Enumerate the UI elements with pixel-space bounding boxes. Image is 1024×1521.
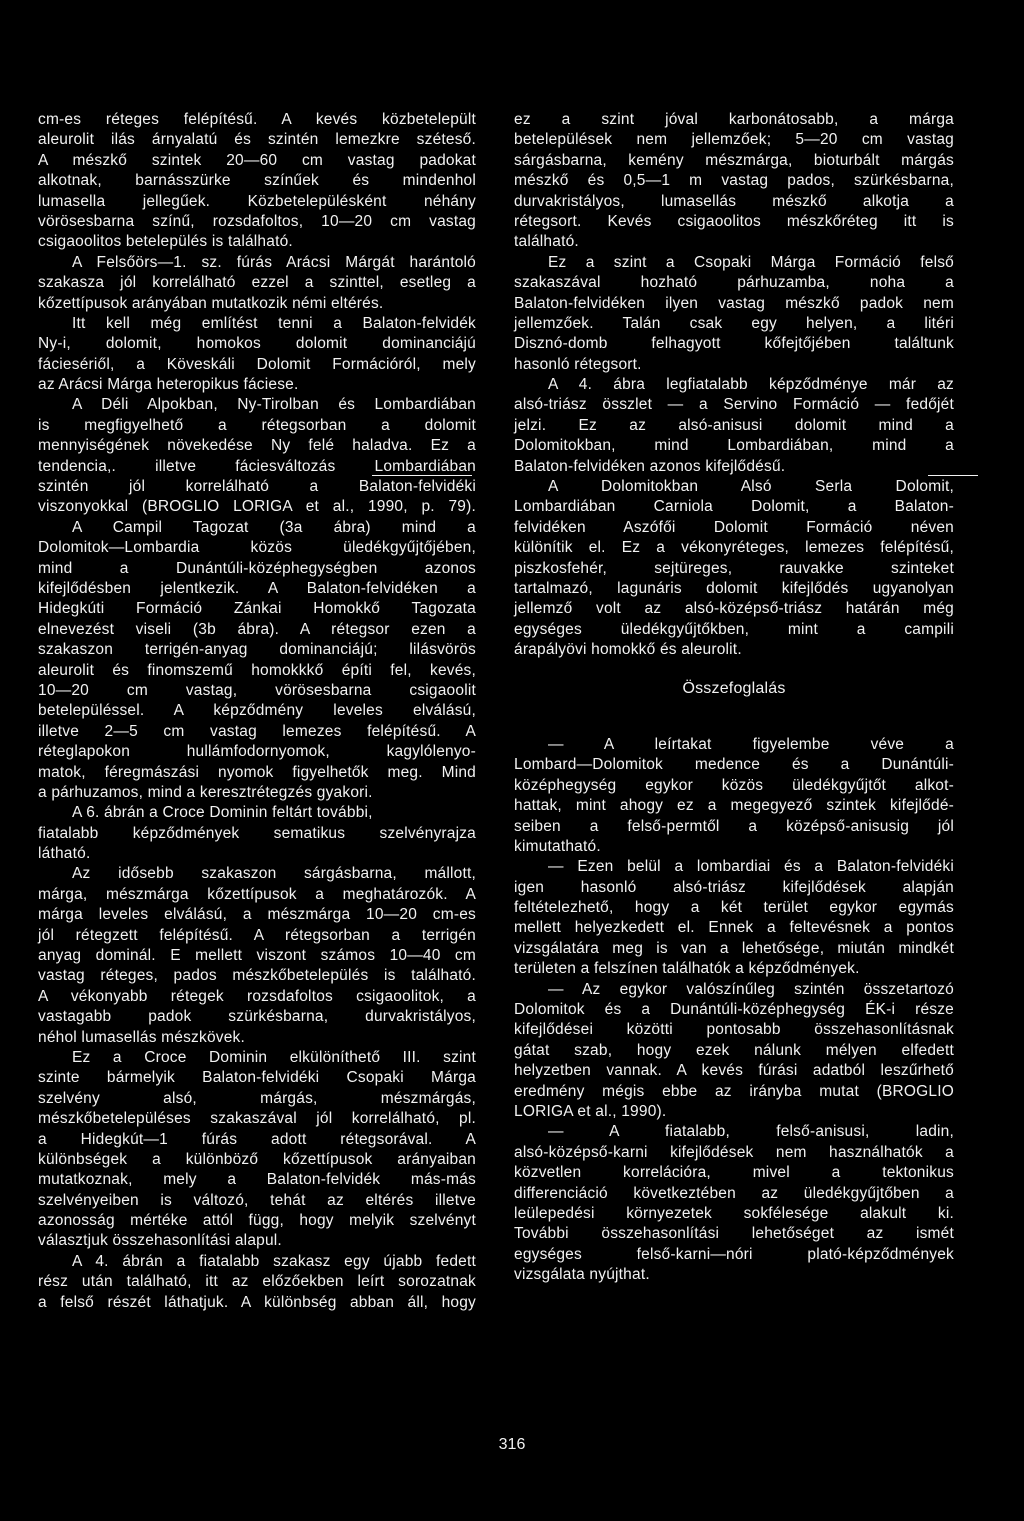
underline-rule — [928, 475, 978, 476]
text-line: felvidéken Aszófői Dolomit Formáció néven — [514, 518, 954, 536]
text-line: Dolomitok—Lombardia közös üledékgyűjtőjében, — [38, 539, 476, 557]
text-line: jellemző volt az alsó-középső-triász határán még — [514, 600, 954, 618]
text-line: Balaton-felvidéken azonos kifejlődésű. — [514, 457, 786, 475]
text-line: egységes üledékgyűjtőkben, mint a campili — [514, 620, 954, 638]
text-line: anyag dominál. E mellett viszont számos 10—40 cm — [38, 947, 476, 965]
text-line: Az idősebb szakaszon sárgásbarna, mállott, — [72, 865, 476, 883]
text-line: Lombardiában Carniola Dolomit, a Balaton- — [514, 498, 954, 516]
text-line: is megfigyelhető a rétegsorban a dolomit — [38, 416, 476, 434]
text-line: — Ezen belül a lombardiai és a Balaton-felvidéki — [548, 858, 954, 876]
text-line: kimutatható. — [514, 837, 601, 855]
text-line: hattak, mint ahogy ez a megegyező szintek kifejlődé- — [514, 797, 954, 815]
text-line: fiatalabb képződmények sematikus szelvényrajza — [38, 824, 476, 842]
text-line: A Campil Tagozat (3a ábra) mind a — [72, 518, 476, 536]
underline-rule — [372, 475, 472, 476]
text-line: Hidegkúti Formáció Zánkai Homokkő Tagozata — [38, 600, 476, 618]
text-line: eredmény mégis ebbe az irányba mutat (BROGLIO — [514, 1082, 954, 1100]
text-line: vastagabb padok szürkésbarna, durvakristályos, — [38, 1008, 476, 1026]
text-line: területen a felszínen találhatók a képződmények. — [514, 960, 860, 978]
text-line: vastag réteges, pados mészkőbetelepülés is található. — [38, 967, 476, 985]
text-line: — A fiatalabb, felső-anisusi, ladin, — [548, 1123, 954, 1141]
text-line: szinte bármelyik Balaton-felvidéki Csopaki Márga — [38, 1069, 476, 1087]
text-line: vizsgálatára meg is van a lehetősége, miután mindkét — [514, 939, 954, 957]
text-line: szelvényeiben is változó, tehát az eltérés illetve — [38, 1191, 476, 1209]
text-line: azonosság mértéke attól függ, hogy melyik szelvényt — [38, 1212, 476, 1230]
text-line: LORIGA et al., 1990). — [514, 1102, 667, 1120]
text-line: szintén jól korrelálható a Balaton-felvidéki — [38, 478, 476, 496]
text-line: matok, féregmászási nyomok figyelhetők meg. Mind — [38, 763, 476, 781]
text-line: szelvény alsó, márgás, mészmárgás, — [38, 1089, 476, 1107]
text-line: aleurolit és finomszemű homokkkő építi fel, kevés, — [38, 661, 476, 679]
text-line: — Az egykor valószínűleg szintén összetartozó — [548, 980, 954, 998]
text-line: különbségek a különböző kőzettípusok arányaiban — [38, 1150, 476, 1168]
text-line: mészkő és 0,5—1 m vastag pados, szürkésbarna, — [514, 172, 954, 190]
right-text-column — [514, 110, 954, 1286]
text-line: Dolomitok és a Dunántúli-középhegység ÉK-i része — [514, 1001, 954, 1019]
text-line: viszonyokkal (BROGLIO LORIGA et al., 1990, p. 79). — [38, 498, 476, 516]
text-line: sárgásbarna, kemény mészmárga, bioturbált márgás — [514, 151, 954, 169]
text-line: néhol lumasellás mészkövek. — [38, 1028, 245, 1046]
text-line: kőzettípusok arányában mutatkozik némi eltérés. — [38, 294, 384, 312]
text-line: található. — [514, 233, 579, 251]
text-line: középhegység egykor közös üledékgyűjtőt alkot- — [514, 776, 954, 794]
text-line: vizsgálata nyújthat. — [514, 1266, 650, 1284]
text-line: alsó-középső-karni kifejlődések nem használhatók a — [514, 1143, 954, 1161]
text-line: választjuk összehasonlítási alapul. — [38, 1232, 282, 1250]
text-line: elnevezést viseli (3b ábra). A rétegsor ezen a — [38, 620, 476, 638]
text-line: szakasza jól korrelálható ezzel a szinttel, esetleg a — [38, 274, 476, 292]
text-line: mészkőbetelepüléses szakaszával jól korrelálható, pl. — [38, 1110, 476, 1128]
text-line: szakaszával hozható párhuzamba, noha a — [514, 274, 954, 292]
text-line: közvetlen korrelációra, mivel a tektonikus — [514, 1164, 954, 1182]
text-line: a felső részét láthatjuk. A különbség abban áll, hogy — [38, 1293, 476, 1311]
text-line: További összehasonlítási lehetőséget az ismét — [514, 1225, 954, 1243]
text-line: betelepüléssel. A képződmény leveles elválású, — [38, 702, 476, 720]
text-line: egységes felső-karni—nóri plató-képződmények — [514, 1245, 954, 1263]
left-text-column — [38, 110, 476, 1313]
text-line: A Felsőörs—1. sz. fúrás Arácsi Márgát harántoló — [72, 253, 476, 271]
text-line: mennyiségének növekedése Ny felé haladva. Ez a — [38, 437, 476, 455]
text-line: márga leveles elválású, a mészmárga 10—20 cm-es — [38, 906, 476, 924]
text-line: csigaoolitos betelepülés is található. — [38, 233, 293, 251]
summary-body — [514, 735, 954, 1286]
text-line: látható. — [38, 845, 91, 863]
text-line: Disznó-domb felhagyott kőfejtőjében találtunk — [514, 335, 954, 353]
text-line: jellemzőek. Talán csak egy helyen, a litéri — [514, 314, 954, 332]
text-line: jól rétegzett felépítésű. A rétegsorban a terrigén — [38, 926, 476, 944]
text-line: A Dolomitokban Alsó Serla Dolomit, — [548, 478, 954, 496]
text-line: 10—20 cm vastag, vörösesbarna csigaoolit — [38, 681, 476, 699]
text-line: durvakristályos, lumasellás mészkő alkotja a — [514, 192, 954, 210]
text-line: differenciáció következtében az üledékgyűjtőben a — [514, 1184, 954, 1202]
text-line: seiben a felső-permtől a középső-anisusig jól — [514, 817, 954, 835]
text-line: A mészkő szintek 20—60 cm vastag padokat — [38, 151, 476, 169]
text-line: a Hidegkút—1 fúrás adott rétegsorával. A — [38, 1130, 476, 1148]
text-line: Balaton-felvidéken ilyen vastag mészkő padok nem — [514, 294, 954, 312]
page-number: 316 — [498, 1436, 526, 1453]
text-line: cm-es réteges felépítésű. A kevés közbetelepült — [38, 111, 476, 128]
text-line: Ny-i, dolomit, homokos dolomit dominanciájú — [38, 335, 476, 353]
text-line: alsó-triász összlet — a Servino Formáció — fedőjét — [514, 396, 954, 414]
text-line: különítik el. Ez a vékonyréteges, lemezes felépítésű, — [514, 539, 954, 557]
text-line: A vékonyabb rétegek rozsdafoltos csigaoolitok, a — [38, 987, 476, 1005]
text-line: tartalmazó, lagunáris dolomit kifejlődés ugyanolyan — [514, 579, 954, 597]
text-line: hasonló rétegsort. — [514, 355, 642, 373]
text-line: betelepülések nem jellemzőek; 5—20 cm vastag — [514, 131, 954, 149]
right-column-body — [514, 110, 954, 661]
text-line: kifejlődésben jelentkezik. A Balaton-felvidéken a — [38, 579, 476, 597]
text-line: tendencia,. illetve fáciesváltozás Lombardiában — [38, 457, 476, 475]
text-line: mutatkoznak, mely a Balaton-felvidék más-más — [38, 1171, 476, 1189]
text-line: jelzi. Ez az alsó-anisusi dolomit mind a — [514, 416, 954, 434]
text-line: árapályövi homokkő és aleurolit. — [514, 641, 742, 659]
text-line: rétegsort. Kevés csigaoolitos mészkőréteg itt is — [514, 212, 954, 230]
text-line: Ez a Croce Dominin elkülöníthető III. szint — [72, 1048, 476, 1066]
text-line: piszkosfehér, sejtüreges, rauvakke szinteket — [514, 559, 954, 577]
text-line: fáciesériől, a Köveskáli Dolomit Formációról, mely — [38, 355, 476, 373]
text-line: a párhuzamos, mind a keresztrétegzés gyakori. — [38, 783, 373, 801]
text-line: lumasella jellegűek. Közbetelepülésként néhány — [38, 192, 476, 210]
text-line: mind a Dunántúli-középhegységben azonos — [38, 559, 476, 577]
text-line: rész után található, itt az előzőekben leírt sorozatnak — [38, 1273, 476, 1291]
summary-heading: Összefoglalás — [682, 679, 786, 697]
text-line: Ez a szint a Csopaki Márga Formáció felső — [548, 253, 954, 271]
text-line: — A leírtakat figyelembe véve a — [548, 735, 954, 753]
text-line: A 4. ábra legfiatalabb képződménye már az — [548, 376, 954, 394]
text-line: az Arácsi Márga heteropikus fáciese. — [38, 376, 299, 394]
text-line: kifejlődései közötti pontosabb összehasonlításnak — [514, 1021, 954, 1039]
text-line: feltételezhető, hogy a két terület egykor egymás — [514, 899, 954, 917]
text-line: leülepedési környezetek sokfélesége alakult ki. — [514, 1204, 954, 1222]
text-line: ez a szint jóval karbonátosabb, a márga — [514, 111, 954, 128]
text-line: Itt kell még említést tenni a Balaton-felvidék — [72, 314, 476, 332]
text-line: szakaszon terrigén-anyag dominanciájú; lilásvörös — [38, 641, 476, 659]
text-line: A 4. ábrán a fiatalabb szakasz egy újabb fedett — [72, 1252, 476, 1270]
text-line: mellett helyezkedett el. Ennek a feltevésnek a pontos — [514, 919, 954, 937]
text-line: réteglapokon hullámfodornyomok, kagylólenyo- — [38, 743, 476, 761]
text-line: aleurolit ilás árnyalatú és szintén lemezkre széteső. — [38, 131, 476, 149]
text-line: Lombard—Dolomitok medence és a Dunántúli- — [514, 756, 954, 774]
text-line: vörösesbarna színű, rozsdafoltos, 10—20 cm vastag — [38, 212, 476, 230]
text-line: helyzetben vannak. A kevés fúrási adatból leszűrhető — [514, 1062, 954, 1080]
text-line: alkotnak, barnásszürke színűek és mindenhol — [38, 172, 476, 190]
text-line: igen hasonló alsó-triász kifejlődések alapján — [514, 878, 954, 896]
text-line: A Déli Alpokban, Ny-Tirolban és Lombardiában — [72, 396, 476, 414]
text-line: Dolomitokban, mind Lombardiában, mind a — [514, 437, 954, 455]
text-line: A 6. ábrán a Croce Dominin feltárt további, — [72, 804, 373, 822]
text-line: illetve 2—5 cm vastag lemezes felépítésű. A — [38, 722, 476, 740]
text-line: márga, mészmárga kőzettípusok a meghatározók. A — [38, 885, 476, 903]
text-line: gátat szab, hogy ezek nálunk mélyen elfedett — [514, 1041, 954, 1059]
